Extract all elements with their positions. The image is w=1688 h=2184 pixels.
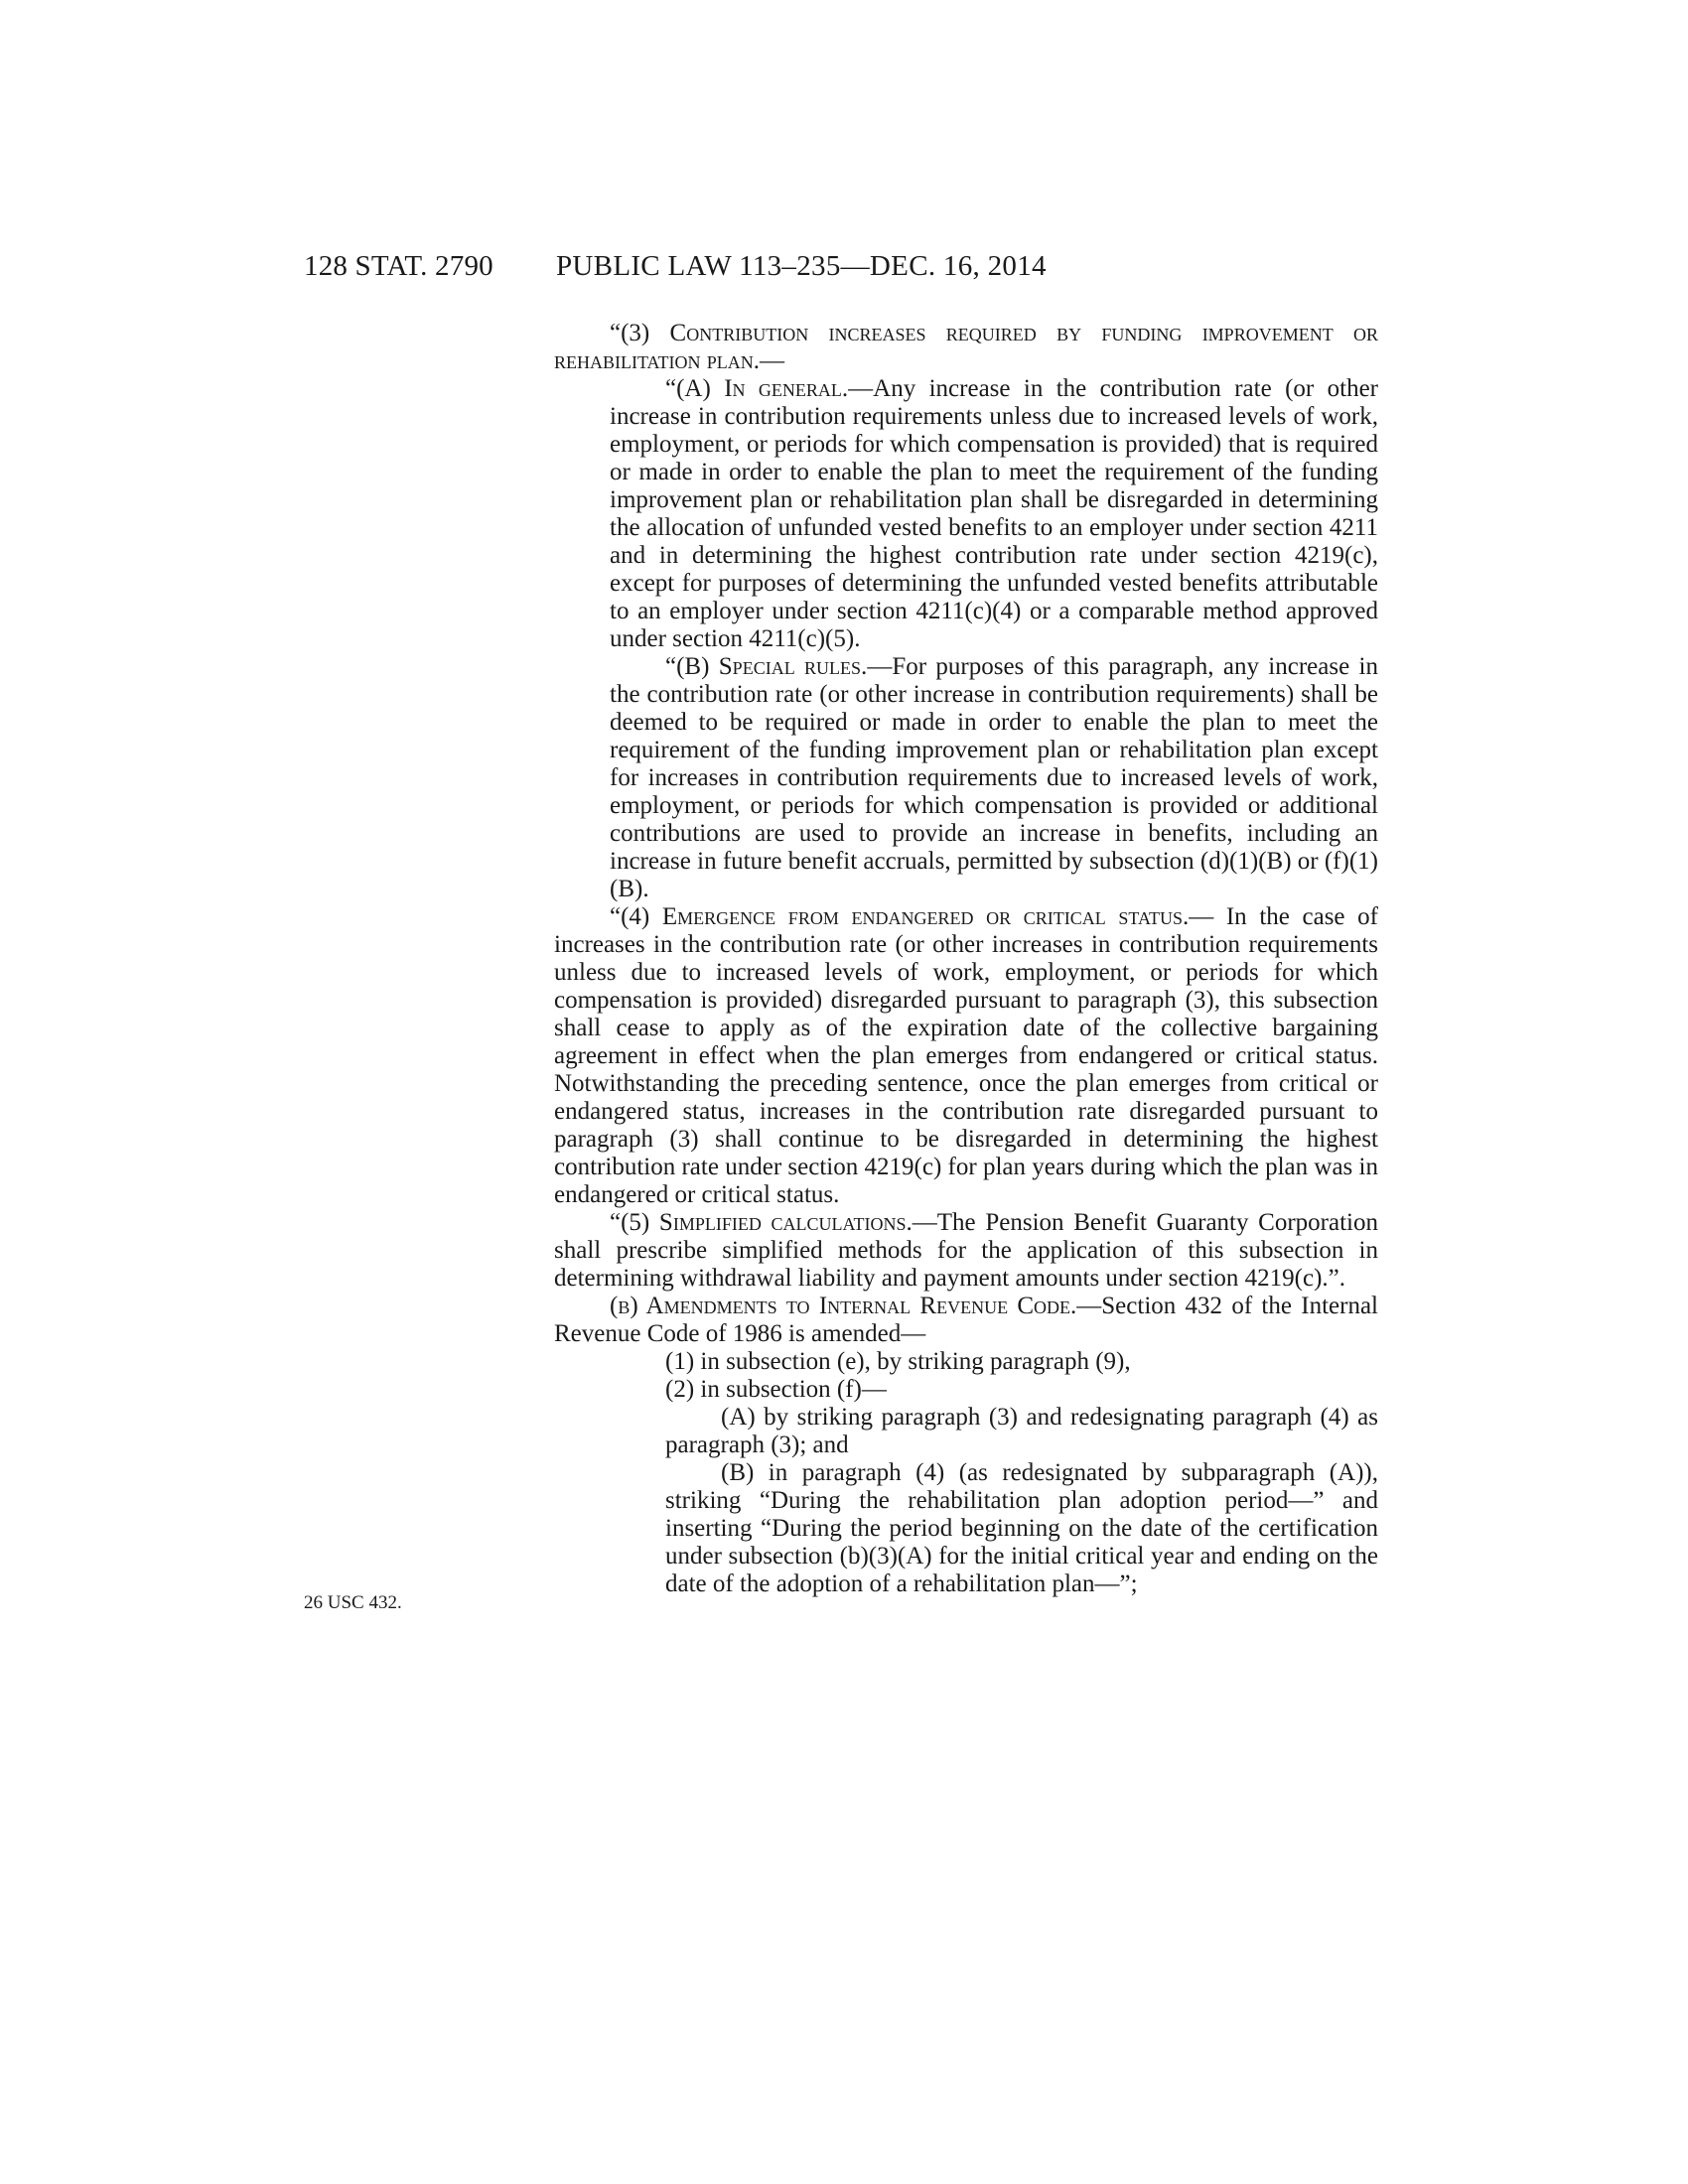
subsection-b-item-2b: (B) in paragraph (4) (as redesignated by subparagraph (A)), striking “During the rehabilitation plan adoption period—” and inserting “During the period beginning on the date of the certification under subsection (b)(3)(A) for the initial critical year and ending on the date of the adoption of a rehabilitation plan—”;: [665, 1459, 1378, 1597]
paragraph-4-label: “(4) Emergence from endangered or critical status.: [610, 903, 1190, 930]
paragraph-4-text: — In the case of increases in the contribution rate (or other increases in contribution requirements unless due to increased levels of work, employment, or periods for which compensation is provided) disregarded pursuant to paragraph (3), this subsection shall cease to apply as of the expiration date of the collective bargaining agreement in effect when the plan emerges from endangered or critical status. Notwithstanding the preceding sentence, once the plan emerges from critical or endangered status, increases in the contribution rate disregarded pursuant to paragraph (3) shall continue to be disregarded in determining the highest contribution rate under section 4219(c) for plan years during which the plan was in endangered or critical status.: [554, 903, 1378, 1208]
paragraph-3a-label: “(A) In general.: [665, 375, 849, 402]
paragraph-3b-label: “(B) Special rules.: [665, 653, 868, 680]
margin-note-usc: 26 USC 432.: [304, 1592, 402, 1613]
subsection-b-item-2: (2) in subsection (f)—: [665, 1376, 887, 1403]
paragraph-5: [554, 1209, 1378, 1293]
paragraph-3b-text: —For purposes of this paragraph, any increase in the contribution rate (or other increase in contribution requirements) shall be deemed to be required or made in order to enable the plan to meet the requirement of the funding improvement plan or rehabilitation plan except for increases in contribution requirements due to increased levels of work, employment, or periods for which compensation is provided or additional contributions are used to provide an increase in benefits, including an increase in future benefit accruals, permitted by subsection (d)(1)(B) or (f)(1)(B).: [610, 653, 1378, 902]
paragraph-3b: [554, 653, 1378, 903]
paragraph-3a: [554, 375, 1378, 653]
subsection-b-item-1: (1) in subsection (e), by striking paragraph (9),: [665, 1348, 1131, 1375]
paragraph-3-heading: [554, 320, 1378, 375]
page-title: PUBLIC LAW 113–235—DEC. 16, 2014: [556, 250, 1047, 282]
subsection-b-text: —Section 432 of the Internal Revenue Code of 1986 is amended—: [554, 1293, 1378, 1347]
paragraph-4: [554, 903, 1378, 1209]
subsection-b-item-2a: (A) by striking paragraph (3) and redesignating paragraph (4) as paragraph (3); and: [665, 1404, 1378, 1458]
paragraph-5-text: —The Pension Benefit Guaranty Corporation shall prescribe simplified methods for the application of this subsection in determining withdrawal liability and payment amounts under section 4219(c).”.: [554, 1209, 1378, 1292]
stat-citation: 128 STAT. 2790: [304, 250, 493, 282]
paragraph-3a-text: —Any increase in the contribution rate (or other increase in contribution requirements unless due to increased levels of work, employment, or periods for which compensation is provided) that is required or made in order to enable the plan to meet the requirement of the funding improvement plan or rehabilitation plan shall be disregarded in determining the allocation of unfunded vested benefits to an employer under section 4211 and in determining the highest contribution rate under section 4219(c), except for purposes of determining the unfunded vested benefits attributable to an employer under section 4211(c)(4) or a comparable method approved under section 4211(c)(5).: [610, 375, 1378, 652]
subsection-b: [554, 1293, 1378, 1348]
document-body: [554, 320, 1378, 1598]
subsection-b-label: (b) Amendments to Internal Revenue Code.: [610, 1293, 1077, 1319]
paragraph-3-heading-text: “(3) Contribution increases required by funding improvement or rehabilitation plan.—: [554, 320, 1378, 374]
paragraph-5-label: “(5) Simplified calculations.: [610, 1209, 913, 1236]
